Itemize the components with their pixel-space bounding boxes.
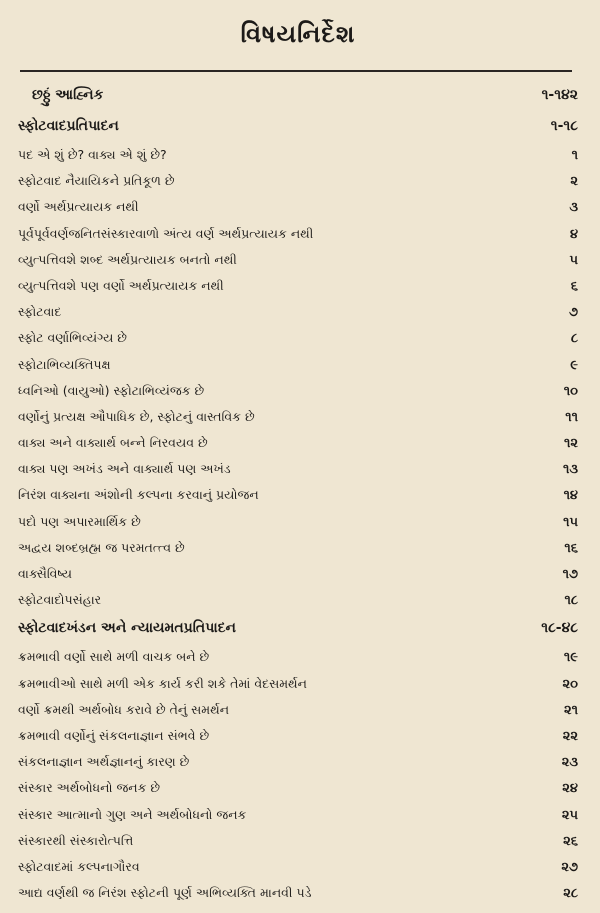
toc-entry [18,561,578,587]
toc-entry-title: સ્ફોટવાદપ્રતિપાદન [18,118,119,134]
toc-entry-title: સ્ફોટવાદ [18,304,62,320]
toc-entry-title: સ્ફોટવાદ નૈયાયિકને પ્રતિકૂળ છે [18,173,175,189]
toc-entry-page: ૨૫ [561,807,578,823]
toc-entry-title: નિરંશ વાક્યના અંશોની કલ્પના કરવાનું પ્રયોજન [18,487,259,503]
toc-entry-title: ક્રમભાવી વર્ણો સાથે મળી વાચક બને છે [18,649,210,665]
page-title: વિષયનિર્દેશ [240,20,356,48]
toc-entry-page: ૧૦ [563,383,578,399]
toc-entry [18,535,578,561]
toc-entry-page: ૪ [569,226,578,242]
toc-entry-page: ૧-૧૪૨ [541,87,578,103]
toc-entry-page: ૫ [569,252,578,268]
toc-entry-title: સ્ફોટ વર્ણાભિવ્યંગ્ય છે [18,330,127,346]
toc-entry [18,273,578,299]
toc-entry-page: ૨ [570,174,578,190]
toc-entry [18,168,578,194]
toc-entry-title: સંસ્કાર અર્થબોધનો જનક છે [18,780,161,796]
toc-entry-title: આદ્ય વર્ણથી જ નિરંશ સ્ફોટની પૂર્ણ અભિવ્યક્તિ માનવી પડે [18,885,312,901]
toc-entry-title: છઠ્ઠું આહ્નિક [32,87,104,103]
toc-entry-page: ૨૭ [561,859,578,875]
toc-entry-title: વાક્ય અને વાક્યાર્થ બન્ને નિરવયવ છે [18,435,208,451]
toc-entry [18,247,578,273]
toc-entry-page: ૬ [570,278,578,294]
toc-entry-title: પદો પણ અપારમાર્થિક છે [18,513,141,529]
toc-entry [18,880,578,906]
toc-entry-title: સંકલનાજ્ઞાન અર્થજ્ઞાનનું કારણ છે [18,754,190,770]
toc-entry [18,352,578,378]
toc-entry-page: ૧૨ [563,436,578,452]
toc-entry-title: સંસ્કાર આત્માનો ગુણ અને અર્થબોધનો જનક [18,806,247,822]
toc-entry-title: ક્રમભાવીઓ સાથે મળી એક કાર્ય કરી શકે તેમાં વેદસમર્થન [18,675,307,691]
toc-entry [18,430,578,456]
toc-entry-title: વાક્ય પણ અખંડ અને વાક્યાર્થ પણ અખંડ [18,461,231,477]
toc-entry-title: વાક્સૈવિષ્ય [18,566,72,581]
toc-entry-page: ૧૩ [562,462,578,478]
toc-entry [18,299,578,325]
toc-entry-title: સ્ફોટવાદોપસંહાર [18,592,102,608]
toc-entry-title: વ્યુત્પત્તિવશે પણ વર્ણો અર્થપ્રત્યાયક નથી [18,277,224,293]
toc-entry-page: ૭ [568,305,578,321]
toc-entry [18,221,578,247]
toc-entry-page: ૧૮ [564,593,578,609]
toc-entry-page: ૨૨ [562,728,578,744]
toc-entry-page: ૧ [571,148,578,163]
toc-entry [18,644,578,670]
toc-entry-page: ૧૯ [563,650,578,666]
toc-entry [18,802,578,828]
toc-entry-page: ૧૬ [564,540,578,556]
toc-entry-title: સ્ફોટવાદખંડન અને ન્યાયમતપ્રતિપાદન [18,620,236,637]
toc-entry-title: સ્ફોટવાદમાં કલ્પનાગૌરવ [18,858,140,874]
toc-entry [18,378,578,404]
toc-entry-title: ક્રમભાવી વર્ણોનું સંકલનાજ્ઞાન સંભવે છે [18,727,210,743]
toc-entry-title: વ્યુત્પત્તિવશે શબ્દ અર્થપ્રત્યાયક બનતો નથી [18,251,237,267]
toc-entry-title: ધ્વનિઓ (વાયુઓ) સ્ફોટાભિવ્યંજક છે [18,382,205,398]
toc-entry-title: વર્ણો ક્રમથી અર્થબોધ કરાવે છે તેનું સમર્થન [18,701,230,717]
toc-entry [18,509,578,535]
toc-entry [18,613,578,644]
toc-entry [18,111,578,142]
toc-entry-title: પૂર્વપૂર્વવર્ણજનિતસંસ્કારવાળો અંત્ય વર્ણ અર્થપ્રત્યાયક નથી [18,225,314,241]
toc-entry-page: ૯ [570,357,578,373]
toc-entry-page: ૨૦ [562,676,578,692]
toc-entry-title: અદ્વય શબ્દબ્રહ્મ જ પરમતત્ત્વ છે [18,539,185,555]
toc-entry-page: ૨૮ [563,886,578,902]
toc-entry-title: પદ એ શું છે? વાક્ય એ શું છે? [18,147,167,162]
toc-entry [18,749,578,775]
toc-entry [18,854,578,880]
toc-entry [18,80,578,111]
toc-entry [18,828,578,854]
toc-entry [18,723,578,749]
title-divider [20,70,572,72]
toc-entry-title: સ્ફોટાભિવ્યક્તિપક્ષ [18,356,111,372]
toc-entry-page: ૮ [570,331,578,347]
toc-entry [18,142,578,168]
toc-entry [18,194,578,220]
table-of-contents [18,80,578,906]
toc-entry-page: ૧૫ [563,514,578,530]
toc-entry [18,587,578,613]
toc-entry-page: ૨૧ [563,702,578,718]
toc-entry-page: ૨૬ [563,833,578,849]
toc-entry-page: ૨૪ [562,781,578,797]
toc-entry-title: વર્ણો અર્થપ્રત્યાયક નથી [18,199,139,215]
toc-entry-page: ૧૪ [563,488,578,504]
toc-entry [18,482,578,508]
toc-entry [18,456,578,482]
toc-entry [18,671,578,697]
toc-entry-title: વર્ણોનું પ્રત્યક્ષ ઔપાધિક છે, સ્ફોટનું વાસ્તવિક છે [18,408,255,424]
toc-entry-page: ૧૧ [565,409,578,425]
toc-entry-page: ૩ [569,200,578,216]
toc-entry [18,775,578,801]
toc-entry [18,404,578,430]
toc-entry-page: ૨૩ [561,755,578,771]
toc-entry-page: ૧૮-૪૮ [541,620,578,637]
toc-entry [18,325,578,351]
toc-entry-title: સંસ્કારથી સંસ્કારોત્પત્તિ [18,832,134,848]
toc-entry-page: ૧-૧૮ [550,118,578,134]
toc-entry-page: ૧૭ [562,567,578,582]
toc-entry [18,697,578,723]
